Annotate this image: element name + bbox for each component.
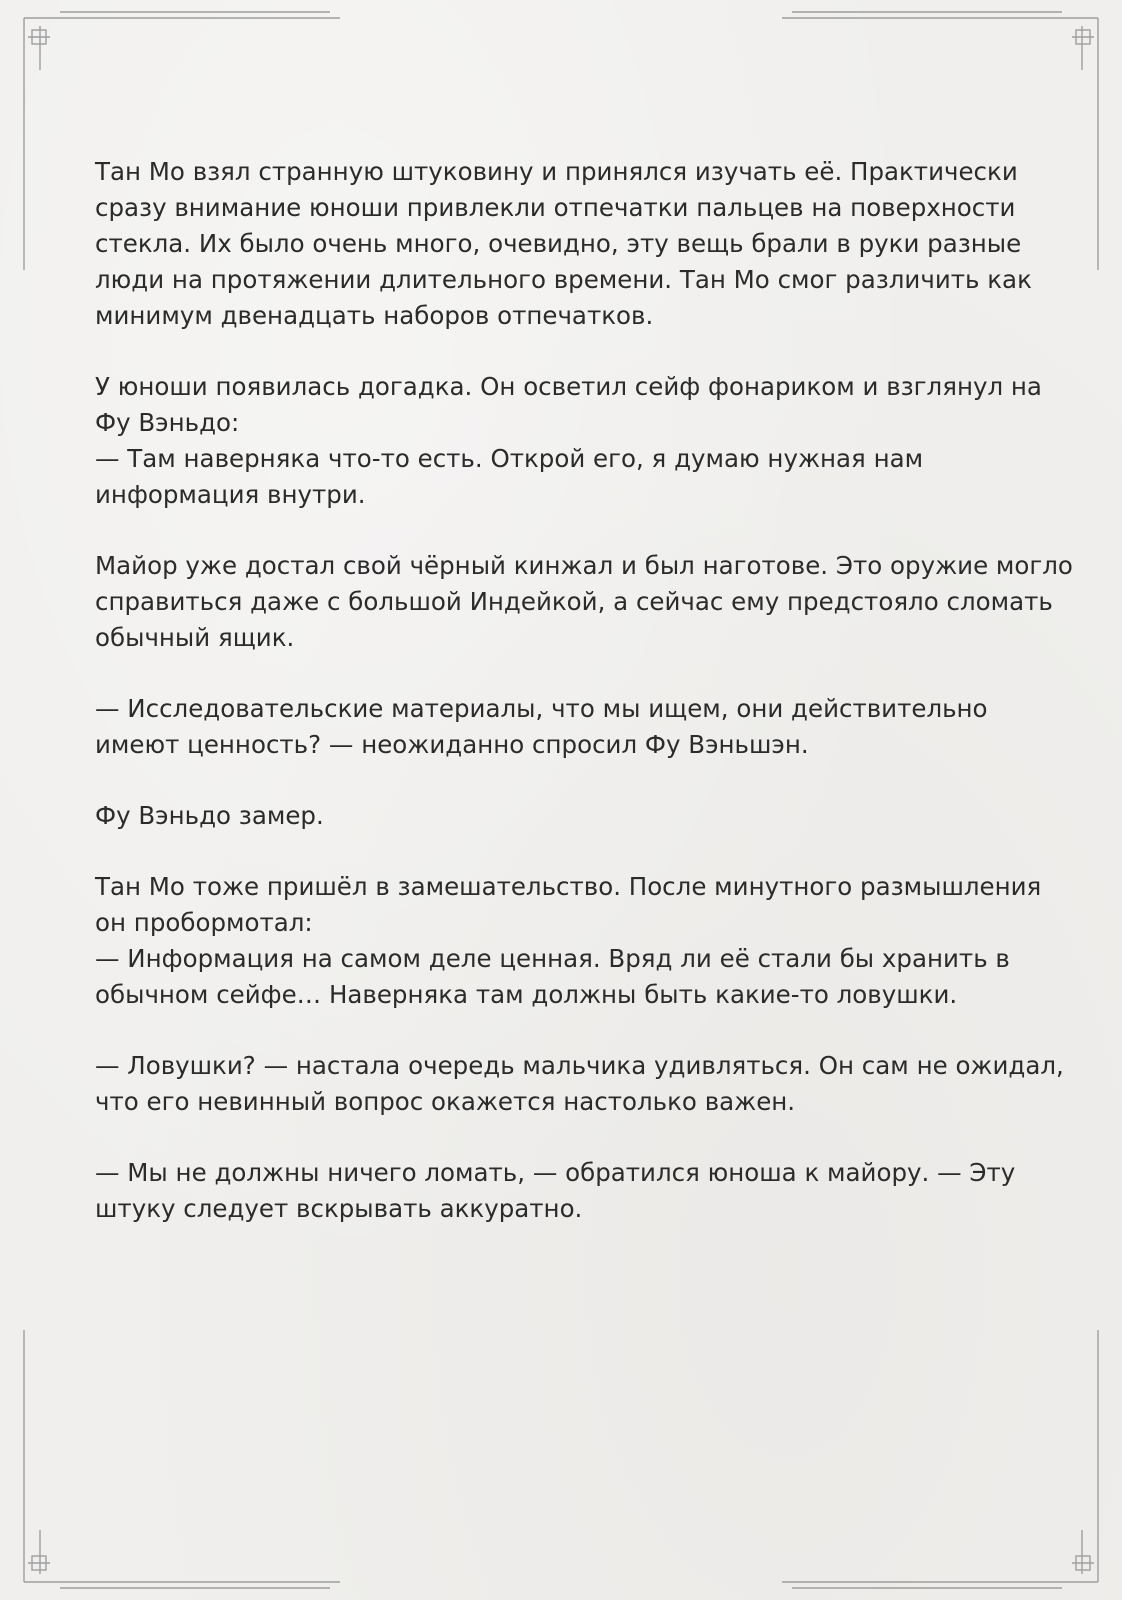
text-line: стекла. Их было очень много, очевидно, эту вещь брали в руки разные bbox=[95, 229, 1022, 258]
paragraph bbox=[95, 548, 1073, 656]
text-line: он пробормотал: bbox=[95, 908, 313, 937]
text-line: Фу Вэньдо замер. bbox=[95, 801, 324, 830]
text-line: — Там наверняка что-то есть. Открой его, я думаю нужная нам bbox=[95, 444, 924, 473]
paragraph bbox=[95, 691, 1055, 763]
text-line: Тан Мо взял странную штуковину и принялся изучать её. Практически bbox=[95, 157, 1018, 186]
text-line: люди на протяжении длительного времени. Тан Мо смог различить как bbox=[95, 265, 1032, 294]
document-body bbox=[95, 154, 1073, 1262]
text-line: имеют ценность? — неожиданно спросил Фу Вэньшэн. bbox=[95, 730, 809, 759]
text-line: штуку следует вскрывать аккуратно. bbox=[95, 1194, 583, 1223]
paragraph bbox=[95, 154, 1055, 334]
text-line: — Мы не должны ничего ломать, — обратился юноша к майору. — Эту bbox=[95, 1158, 1016, 1187]
text-line: — Информация на самом деле ценная. Вряд ли её стали бы хранить в bbox=[95, 944, 1010, 973]
text-line: справиться даже с большой Индейкой, а сейчас ему предстояло сломать bbox=[95, 587, 1053, 616]
text-line: обычный ящик. bbox=[95, 623, 295, 652]
text-line: Фу Вэньдо: bbox=[95, 408, 240, 437]
text-line: информация внутри. bbox=[95, 480, 366, 509]
text-line: что его невинный вопрос окажется настолько важен. bbox=[95, 1087, 796, 1116]
text-line: У юноши появилась догадка. Он осветил сейф фонариком и взглянул на bbox=[95, 372, 1042, 401]
frame-corner-bottom-right bbox=[782, 1330, 1098, 1588]
text-line: сразу внимание юноши привлекли отпечатки пальцев на поверхности bbox=[95, 193, 1016, 222]
text-line: — Исследовательские материалы, что мы ищем, они действительно bbox=[95, 694, 988, 723]
paragraph bbox=[95, 798, 1055, 834]
text-line: Тан Мо тоже пришёл в замешательство. После минутного размышления bbox=[95, 872, 1042, 901]
text-line: Майор уже достал свой чёрный кинжал и был наготове. Это оружие могло bbox=[95, 551, 1073, 580]
paragraph bbox=[95, 369, 1055, 513]
paragraph bbox=[95, 1155, 1055, 1227]
frame-corner-bottom-left bbox=[24, 1330, 340, 1588]
text-line: обычном сейфе… Наверняка там должны быть какие-то ловушки. bbox=[95, 980, 958, 1009]
paragraph bbox=[95, 1048, 1064, 1120]
text-line: минимум двенадцать наборов отпечатков. bbox=[95, 301, 654, 330]
paragraph bbox=[95, 869, 1055, 1013]
text-line: — Ловушки? — настала очередь мальчика удивляться. Он сам не ожидал, bbox=[95, 1051, 1064, 1080]
